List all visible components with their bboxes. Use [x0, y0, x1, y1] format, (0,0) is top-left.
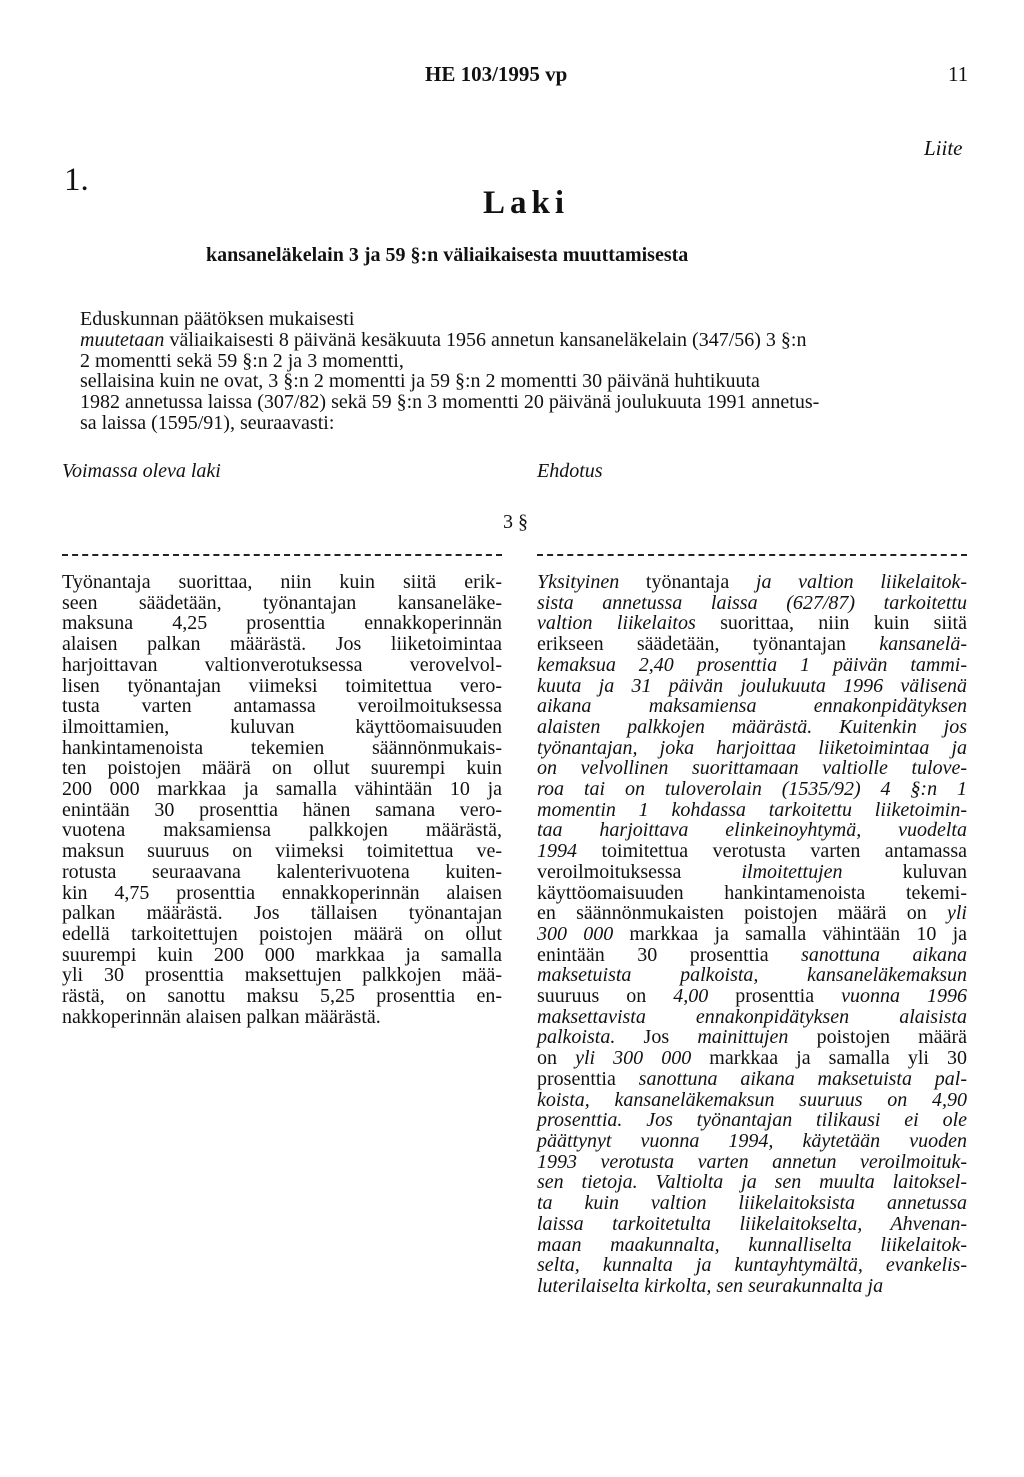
text-run: en säännönmukaisten poistojen määrä on	[537, 902, 947, 925]
intro-line	[80, 330, 980, 351]
text-run: on	[537, 1047, 576, 1070]
enactment-clause	[80, 309, 980, 434]
text-line	[537, 593, 967, 614]
text-line	[537, 1110, 967, 1131]
text-line	[537, 862, 967, 883]
text-run: kuluvan	[842, 860, 967, 883]
amended-text: sen tietoja. Valtiolta ja sen muulta laitoksel-	[537, 1171, 967, 1194]
amended-text: roa tai on tuloverolain (1535/92) 4 §:n 1	[537, 778, 967, 801]
intro-line: sellaisina kuin ne ovat, 3 §:n 2 momentti ja 59 §:n 2 momentti 30 päivänä huhtikuuta	[80, 370, 760, 393]
current-law-text	[62, 572, 502, 1027]
amended-text: ilmoitettujen	[741, 860, 843, 883]
document-header-title: HE 103/1995 vp	[425, 62, 568, 86]
amended-text: kuuta ja 31 päivän joulukuuta 1996 välisenä	[537, 674, 967, 697]
text-run: suorittaa, niin kuin siitä	[695, 612, 967, 635]
amended-text: selta, kunnalta ja kuntayhtymältä, evankelis-	[537, 1254, 967, 1277]
amended-text: 4,00	[673, 985, 709, 1008]
text-run: erikseen säädetään, työnantajan	[537, 633, 880, 656]
amended-text: mainittujen	[697, 1026, 789, 1049]
text-line	[537, 1027, 967, 1048]
text-line	[537, 800, 967, 821]
amended-text: valtion liikelaitos	[537, 612, 696, 635]
text-line: 200 000 markkaa ja samalla vähintään 10 ja	[62, 778, 502, 801]
amended-text: 1994	[537, 840, 577, 863]
text-line: harjoittavan valtionverotuksessa verovelvol-	[62, 653, 502, 676]
text-line	[537, 1235, 967, 1256]
page-number: 11	[948, 62, 969, 86]
amended-text: momentin 1 kohdassa tarkoitettu liiketoimin-	[537, 798, 967, 821]
amended-text: päättynyt vuonna 1994, käytetään vuoden	[537, 1129, 967, 1152]
amended-text: sista annetussa laissa (627/87) tarkoitettu	[537, 591, 967, 614]
text-run: prosenttia	[708, 985, 842, 1008]
amended-text: kansanelä-	[879, 633, 967, 656]
amended-text: 300 000	[537, 922, 614, 945]
amended-text: aikana maksamiensa ennakonpidätyksen	[537, 695, 967, 718]
text-line: Työnantaja suorittaa, niin kuin siitä erik-	[62, 571, 502, 593]
text-run: poistojen määrä	[788, 1026, 967, 1049]
intro-text: väliaikaisesti 8 päivänä kesäkuuta 1956 annetun kansaneläkelain (347/56) 3 §:n	[164, 328, 807, 351]
amended-text: työnantajan, joka harjoittaa liiketoimintaa ja	[537, 736, 967, 759]
amended-text: alaisten palkkojen määrästä. Kuitenkin jos	[537, 715, 967, 738]
text-line	[537, 1152, 967, 1173]
amended-text: yli 300 000	[575, 1047, 692, 1070]
text-run: veroilmoituksessa	[537, 860, 742, 883]
omitted-text-divider-left	[62, 554, 502, 556]
text-line: maksun suuruus on viimeksi toimitettua ve-	[62, 840, 502, 863]
text-line	[537, 1214, 967, 1235]
text-line	[537, 676, 967, 697]
law-title: Laki	[483, 185, 570, 221]
amended-text: taa harjoittava elinkeinoyhtymä, vuodelta	[537, 819, 967, 842]
amended-text: on velvollinen suorittamaan valtiolle tulove-	[537, 757, 967, 780]
text-line	[537, 572, 967, 593]
text-run: prosenttia	[537, 1067, 639, 1090]
text-line	[537, 696, 967, 717]
text-line	[537, 717, 967, 738]
text-line	[537, 820, 967, 841]
text-line: ten poistojen määrä on ollut suurempi kuin	[62, 757, 502, 780]
amended-text: ta kuin valtion liikelaitoksista annetussa	[537, 1192, 967, 1215]
text-line: enintään 30 prosenttia hänen samana vero-	[62, 798, 502, 821]
text-line	[537, 779, 967, 800]
omitted-text-divider-right	[537, 554, 967, 556]
intro-line: 2 momentti sekä 59 §:n 2 ja 3 momentti,	[80, 349, 404, 372]
amended-text: laissa tarkoitetulta liikelaitokselta, Ahvenan-	[537, 1212, 967, 1235]
text-line	[537, 758, 967, 779]
text-line	[537, 841, 967, 862]
proposal-heading: Ehdotus	[537, 460, 603, 482]
amended-text: ja valtion liikelaitok-	[755, 571, 967, 593]
text-run: Jos	[615, 1026, 698, 1049]
amended-text: kemaksua 2,40 prosenttia 1 päivän tammi-	[537, 653, 967, 676]
text-line: palkan määrästä. Jos tällaisen työnantajan	[62, 902, 502, 925]
text-line	[537, 903, 967, 924]
text-line: kin 4,75 prosenttia ennakkoperinnän alaisen	[62, 881, 502, 904]
text-line: nakkoperinnän alaisen palkan määrästä.	[62, 1005, 381, 1028]
text-line	[537, 1172, 967, 1193]
text-line: ilmoittamien, kuluvan käyttöomaisuuden	[62, 715, 502, 738]
text-line	[537, 738, 967, 759]
amended-text: maksettavista ennakonpidätyksen alaisista	[537, 1005, 967, 1028]
law-item-number: 1.	[64, 162, 89, 198]
text-line	[537, 613, 967, 634]
amended-text: vuonna 1996	[841, 985, 967, 1008]
text-line	[537, 965, 967, 986]
proposal-text	[537, 572, 967, 1297]
text-line: rotusta seuraavana kalenterivuotena kuiten-	[62, 860, 502, 883]
amended-text: luterilaiselta kirkolta, sen seurakunnalta ja	[537, 1274, 884, 1297]
amended-text: sanottuna aikana maksetuista pal-	[638, 1067, 967, 1090]
section-number: 3 §	[503, 511, 528, 533]
amended-text: prosenttia. Jos työnantajan tilikausi ei ole	[537, 1109, 967, 1132]
appendix-label: Liite	[924, 136, 963, 160]
law-subtitle: kansaneläkelain 3 ja 59 §:n väliaikaisesta muuttamisesta	[206, 244, 689, 266]
amended-text: sanottuna aikana	[801, 943, 967, 966]
text-run: markkaa ja samalla vähintään 10 ja	[613, 922, 968, 945]
text-line	[537, 945, 967, 966]
intro-line: sa laissa (1595/91), seuraavasti:	[80, 411, 335, 434]
amended-text: Yksityinen	[537, 571, 620, 593]
text-line	[537, 1193, 967, 1214]
text-line: seen säädetään, työnantajan kansaneläke-	[62, 591, 502, 614]
amended-text: 1993 verotusta varten annetun veroilmoituk-	[537, 1150, 967, 1173]
text-run: toimitettua verotusta varten antamassa	[577, 840, 967, 863]
text-line	[537, 1276, 967, 1297]
text-line	[537, 634, 967, 655]
intro-emphasis: muutetaan	[80, 328, 165, 351]
text-line	[537, 924, 967, 945]
amended-text: maksetuista palkoista, kansaneläkemaksun	[537, 964, 967, 987]
text-run: työnantaja	[619, 571, 756, 593]
amended-text: maan maakunnalta, kunnalliselta liikelaitok-	[537, 1233, 967, 1256]
text-line	[537, 1048, 967, 1069]
text-line: hankintamenoista tekemien säännönmukais-	[62, 736, 502, 759]
text-line: yli 30 prosenttia maksettujen palkkojen mää-	[62, 964, 502, 987]
text-run: markkaa ja samalla yli 30	[691, 1047, 968, 1070]
text-line: rästä, on sanottu maksu 5,25 prosenttia en-	[62, 985, 502, 1008]
text-line: suurempi kuin 200 000 markkaa ja samalla	[62, 943, 502, 966]
intro-line: Eduskunnan päätöksen mukaisesti	[80, 308, 355, 330]
text-line: lisen työnantajan viimeksi toimitettua vero-	[62, 674, 502, 697]
text-line	[537, 986, 967, 1007]
text-line: maksuna 4,25 prosenttia ennakkoperinnän	[62, 612, 502, 635]
text-run: suuruus on	[537, 985, 674, 1008]
text-line	[537, 1069, 967, 1090]
text-run: enintään 30 prosenttia	[537, 943, 802, 966]
amended-text: koista, kansaneläkemaksun suuruus on 4,90	[537, 1088, 967, 1111]
text-line	[537, 1131, 967, 1152]
text-line: tusta varten antamassa veroilmoituksessa	[62, 695, 502, 718]
text-line: alaisen palkan määrästä. Jos liiketoimintaa	[62, 633, 502, 656]
amended-text: yli	[947, 902, 967, 925]
text-line	[537, 1007, 967, 1028]
text-line: edellä tarkoitettujen poistojen määrä on ollut	[62, 922, 502, 945]
current-law-heading: Voimassa oleva laki	[62, 460, 221, 482]
text-line	[537, 1255, 967, 1276]
text-line	[537, 655, 967, 676]
text-line: vuotena maksamiensa palkkojen määrästä,	[62, 819, 502, 842]
text-line	[537, 1090, 967, 1111]
text-run: käyttöomaisuuden hankintamenoista tekemi-	[537, 881, 967, 904]
text-line	[537, 883, 967, 904]
amended-text: palkoista.	[537, 1026, 616, 1049]
intro-line: 1982 annetussa laissa (307/82) sekä 59 §:n 3 momentti 20 päivänä joulukuuta 1991 annetus-	[80, 391, 820, 414]
